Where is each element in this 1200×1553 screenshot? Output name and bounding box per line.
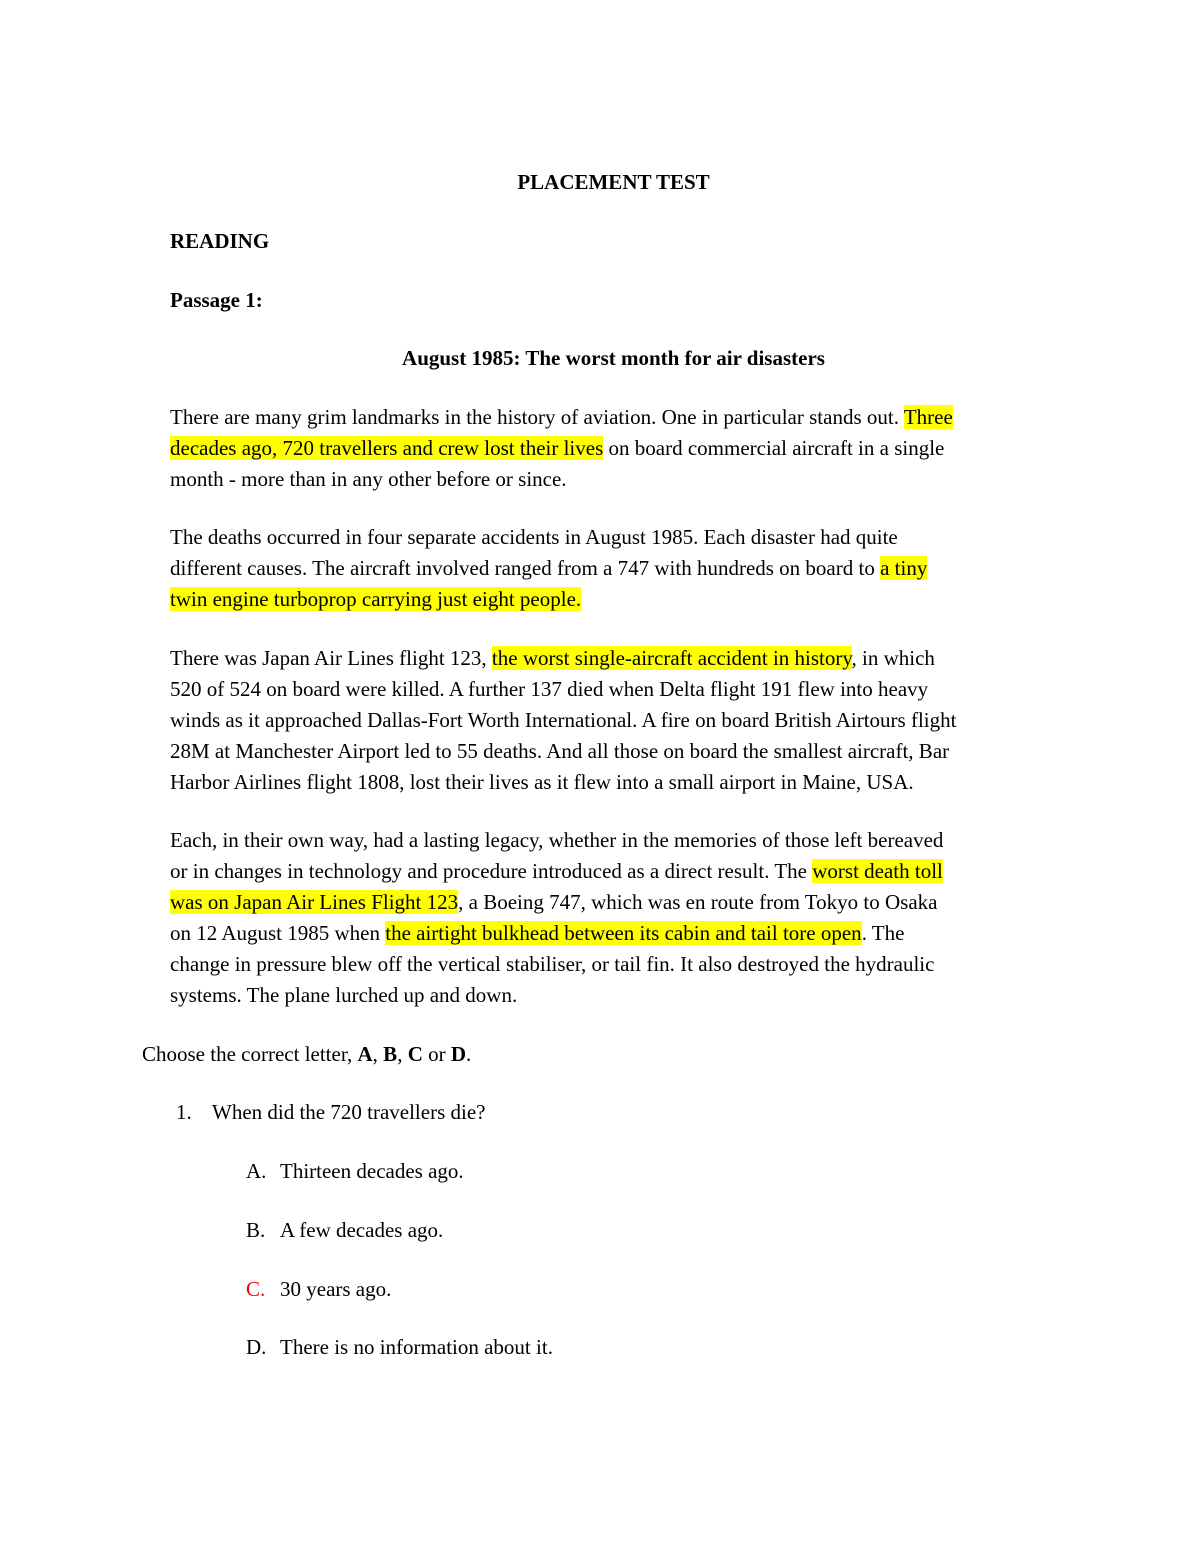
option-letter: D. [246,1335,267,1359]
paragraph-line [170,643,1070,674]
letter-a: A [357,1042,373,1066]
paragraph-line [170,856,1070,887]
text-run: , [397,1042,408,1066]
highlighted-text: the worst single-aircraft accident in history [491,646,852,670]
highlighted-text: Three [903,405,953,429]
question-text: When did the 720 travellers die? [212,1100,486,1124]
text-run: or [422,1042,451,1066]
passage-title: August 1985: The worst month for air disasters [402,346,825,370]
option-a [246,1159,464,1184]
text-run: Choose the correct letter, [142,1042,358,1066]
paragraph-line: change in pressure blew off the vertical stabiliser, or tail fin. It also destroyed the hydraulic [170,952,935,976]
question-1 [176,1100,485,1125]
highlighted-text: twin engine turboprop carrying just eight people. [170,587,582,611]
highlighted-text: the airtight bulkhead between its cabin and tail tore open [385,921,862,945]
paragraph-line: 28M at Manchester Airport led to 55 deaths. And all those on board the smallest aircraft, Bar [170,739,950,763]
paragraph-line: systems. The plane lurched up and down. [170,983,518,1007]
text-run: There was Japan Air Lines flight 123, [170,646,492,670]
text-run: . [466,1042,472,1066]
paragraph-line: 520 of 524 on board were killed. A further 137 died when Delta flight 191 flew into heavy [170,677,929,701]
question-instruction [142,1042,471,1067]
option-text: 30 years ago. [280,1277,392,1301]
option-letter-correct: C. [246,1277,266,1301]
text-run: . The [861,921,905,945]
text-run: There are many grim landmarks in the history of aviation. One in particular stands out. [170,405,904,429]
paragraph-line [170,918,1070,949]
highlighted-text: was on Japan Air Lines Flight 123 [170,890,459,914]
highlighted-text: a tiny [880,556,928,580]
option-b [246,1218,443,1243]
passage-paragraph-2 [170,522,1070,615]
option-text: There is no information about it. [280,1335,553,1359]
option-text: A few decades ago. [280,1218,444,1242]
paragraph-line [170,433,1070,464]
letter-c: C [407,1042,423,1066]
paragraph-line [170,584,1070,615]
text-run: on 12 August 1985 when [170,921,386,945]
highlighted-text: decades ago, 720 travellers and crew lost their lives [170,436,604,460]
passage-paragraph-1 [170,402,1070,495]
paragraph-line: month - more than in any other before or since. [170,467,567,491]
passage-paragraph-4 [170,825,1070,1011]
highlighted-text: worst death toll [812,859,943,883]
letter-b: B [383,1042,398,1066]
paragraph-line: Each, in their own way, had a lasting legacy, whether in the memories of those left bereaved [170,828,944,852]
paragraph-line: winds as it approached Dallas-Fort Worth International. A fire on board British Airtours flight [170,708,957,732]
question-number: 1. [176,1100,192,1124]
paragraph-line [170,402,1070,433]
paragraph-line [170,553,1070,584]
paragraph-line: The deaths occurred in four separate accidents in August 1985. Each disaster had quite [170,525,898,549]
text-run: or in changes in technology and procedure introduced as a direct result. The [170,859,813,883]
page-title: PLACEMENT TEST [517,170,710,194]
passage-label: Passage 1: [170,288,263,312]
paragraph-line [170,887,1070,918]
text-run: , in which [851,646,935,670]
option-c [246,1277,391,1302]
option-letter: A. [246,1159,267,1183]
paragraph-line: Harbor Airlines flight 1808, lost their lives as it flew into a small airport in Maine, USA. [170,770,914,794]
text-run: on board commercial aircraft in a single [603,436,945,460]
passage-paragraph-3 [170,643,1070,798]
letter-d: D [450,1042,467,1066]
text-run: , a Boeing 747, which was en route from Tokyo to Osaka [458,890,938,914]
text-run: , [372,1042,384,1066]
option-text: Thirteen decades ago. [280,1159,464,1183]
option-letter: B. [246,1218,266,1242]
option-d [246,1335,553,1360]
text-run: different causes. The aircraft involved ranged from a 747 with hundreds on board to [170,556,881,580]
section-heading: READING [170,229,270,253]
